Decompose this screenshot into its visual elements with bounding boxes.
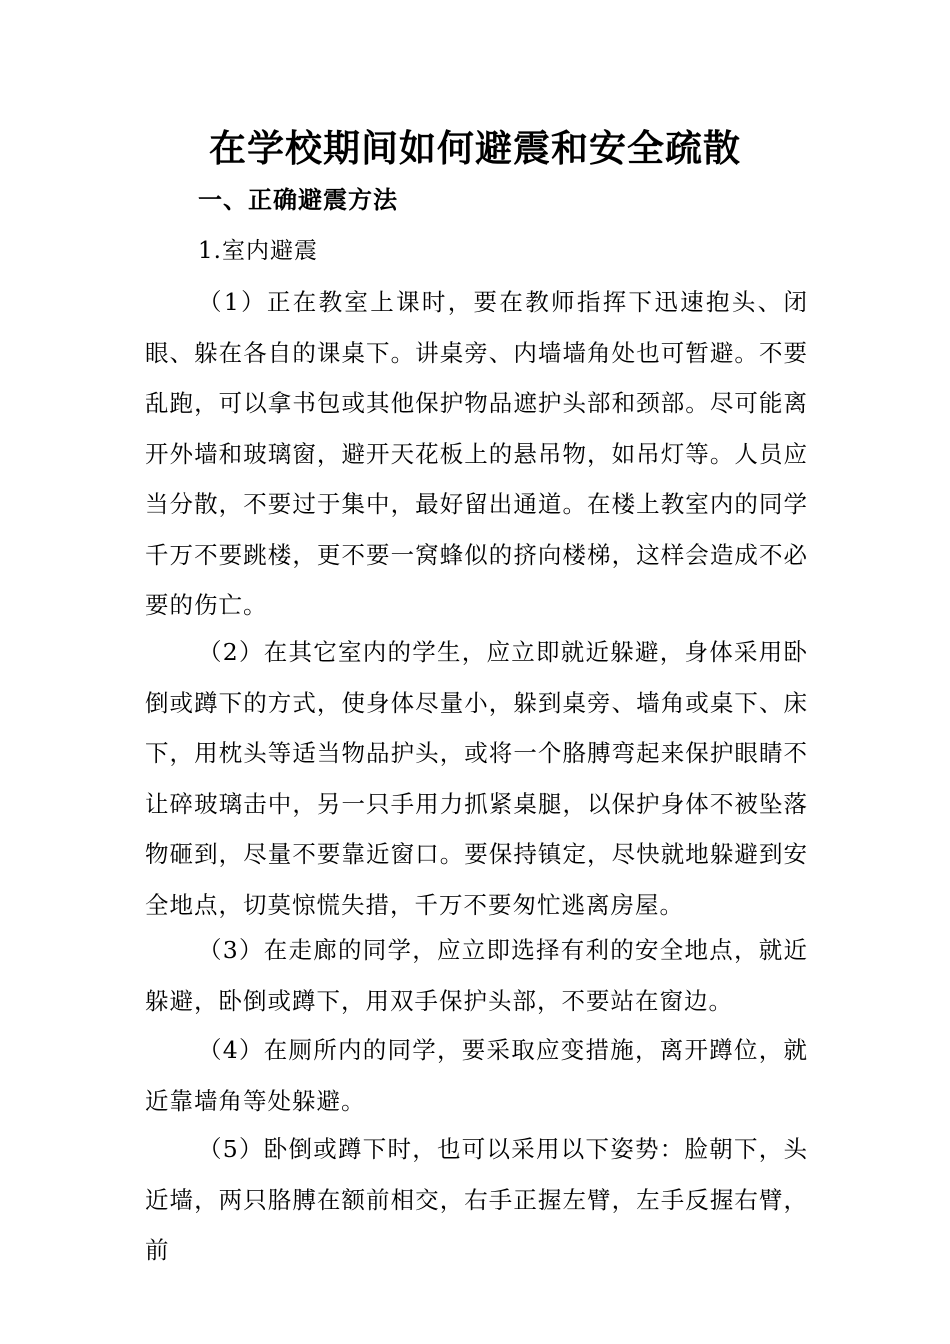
section-heading: 一、正确避震方法	[198, 186, 398, 214]
subsection-heading: 1.室内避震	[198, 238, 318, 264]
document-title: 在学校期间如何避震和安全疏散	[209, 126, 741, 170]
paragraph-classroom: （1）正在教室上课时，要在教师指挥下迅速抱头、闭眼、躲在各自的课桌下。讲桌旁、内墙墙角处也可暂避。不要乱跑，可以拿书包或其他保护物品遮护头部和颈部。尽可能离开外墙和玻璃窗，避开天花板上的悬吊物，如吊灯等。人员应当分散，不要过于集中，最好留出通道。在楼上教室内的同学千万不要跳楼，更不要一窝蜂似的挤向楼梯，这样会造成不必要的伤亡。	[145, 288, 808, 619]
paragraph-other-rooms: （2）在其它室内的学生，应立即就近躲避，身体采用卧倒或蹲下的方式，使身体尽量小，躲到桌旁、墙角或桌下、床下，用枕头等适当物品护头，或将一个胳膊弯起来保护眼睛不让碎玻璃击中，另一只手用力抓紧桌腿，以保护身体不被坠落物砸到，尽量不要靠近窗口。要保持镇定，尽快就地躲避到安全地点，切莫惊慌失措，千万不要匆忙逃离房屋。	[145, 638, 808, 919]
paragraph-corridor: （3）在走廊的同学，应立即选择有利的安全地点，就近躲避，卧倒或蹲下，用双手保护头部，不要站在窗边。	[145, 936, 808, 1015]
paragraph-posture: （5）卧倒或蹲下时，也可以采用以下姿势：脸朝下，头近墙，两只胳膊在额前相交，右手正握左臂，左手反握右臂，前	[145, 1135, 808, 1264]
paragraph-restroom: （4）在厕所内的同学，要采取应变措施，离开蹲位，就近靠墙角等处躲避。	[145, 1036, 808, 1115]
